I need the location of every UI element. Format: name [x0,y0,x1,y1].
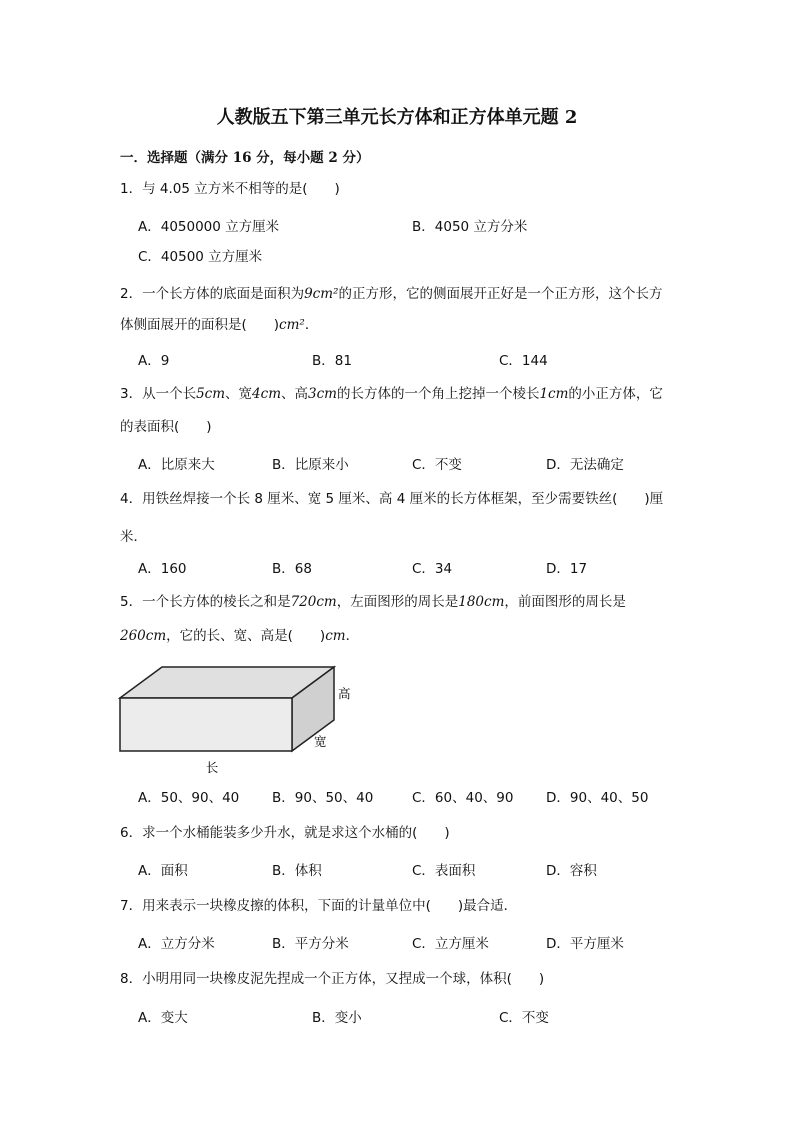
q3-option-c: C．不变 [412,457,462,473]
question-3-line-2: 的表面积( ) [120,419,212,435]
q3-math-width: 4cm [252,386,281,402]
q3-option-b: B．比原来小 [272,457,349,473]
page-title: 人教版五下第三单元长方体和正方体单元题 2 [216,107,578,128]
q3-text-c: 、高 [281,386,308,402]
q5-math-unit: cm [325,628,346,644]
question-7: 7．用来表示一块橡皮擦的体积，下面的计量单位中( )最合适． [120,898,518,914]
q1-option-b: B．4050 立方分米 [412,219,528,235]
q7-option-d: D．平方厘米 [546,936,624,952]
q4-option-d: D．17 [546,561,588,577]
q2-option-c: C．144 [499,353,548,369]
question-4-line-2: 米． [120,529,147,545]
q2-option-b: B．81 [312,353,352,369]
q5-option-b: B．90、50、40 [272,790,374,806]
q1-option-a: A．4050000 立方厘米 [138,219,280,235]
q5-text-b: ，左面图形的周长是 [336,594,459,610]
q3-text-a: 3．从一个长 [120,386,197,402]
q4-option-c: C．34 [412,561,453,577]
q2-text-a: 2．一个长方体的底面是面积为 [120,286,305,302]
q7-option-c: C．立方厘米 [412,936,489,952]
q3-text-e: 的小正方体，它 [568,386,663,402]
q3-math-edge: 1cm [539,386,569,402]
question-2-line-2 [120,317,318,333]
question-5-line-1 [120,594,626,610]
q5-math-edge-sum: 720cm [290,594,337,610]
q6-option-a: A．面积 [138,863,188,879]
q3-math-length: 5cm [196,386,226,402]
q4-option-b: B．68 [272,561,312,577]
q5-text-e: ． [345,628,360,644]
label-length: 长 [205,760,219,775]
q5-option-d: D．90、40、50 [546,790,649,806]
q6-option-b: B．体积 [272,863,322,879]
q5-math-front-perimeter: 260cm [120,628,167,644]
cuboid-front-face [120,698,292,751]
question-6: 6．求一个水桶能装多少升水，就是求这个水桶的( ) [120,825,450,841]
q1-option-c: C．40500 立方厘米 [138,249,263,265]
q2-math-unit: cm² [279,317,305,333]
q7-option-b: B．平方分米 [272,936,349,952]
q2-text-d: ． [304,317,319,333]
question-8: 8．小明用同一块橡皮泥先捏成一个正方体，又捏成一个球，体积( ) [120,971,545,987]
q2-option-a: A．9 [138,353,170,369]
question-5-line-2 [120,628,359,644]
question-1: 1．与 4.05 立方米不相等的是( ) [120,181,340,197]
question-2-line-1 [120,286,662,302]
question-4-line-1: 4．用铁丝焊接一个长 8 厘米、宽 5 厘米、高 4 厘米的长方体框架，至少需要铁丝( )厘 [120,491,664,507]
label-height: 高 [338,686,351,701]
cuboid-figure [114,660,374,780]
q8-option-c: C．不变 [499,1010,549,1026]
q6-option-d: D．容积 [546,863,597,879]
q8-option-b: B．变小 [312,1010,362,1026]
label-width: 宽 [314,734,327,749]
q4-option-a: A．160 [138,561,187,577]
q7-option-a: A．立方分米 [138,936,215,952]
q2-text-b: 的正方形，它的侧面展开正好是一个正方形，这个长方 [338,286,663,302]
q8-option-a: A．变大 [138,1010,188,1026]
q3-option-a: A．比原来大 [138,457,215,473]
q5-text-a: 5．一个长方体的棱长之和是 [120,594,291,610]
q3-text-d: 的长方体的一个角上挖掉一个棱长 [336,386,540,402]
q5-math-left-perimeter: 180cm [458,594,505,610]
q3-math-height: 3cm [308,386,337,402]
section-heading: 一．选择题（满分 16 分，每小题 2 分） [120,150,370,166]
q2-text-c: 体侧面展开的面积是( ) [120,317,280,333]
q5-option-c: C．60、40、90 [412,790,514,806]
q5-option-a: A．50、90、40 [138,790,240,806]
q2-math-area: 9cm² [304,286,339,302]
q6-option-c: C．表面积 [412,863,476,879]
question-3-line-1 [120,386,663,402]
q3-text-b: 、宽 [225,386,253,402]
q3-option-d: D．无法确定 [546,457,624,473]
q5-text-d: ，它的长、宽、高是( ) [166,628,326,644]
q5-text-c: ，前面图形的周长是 [504,594,626,610]
